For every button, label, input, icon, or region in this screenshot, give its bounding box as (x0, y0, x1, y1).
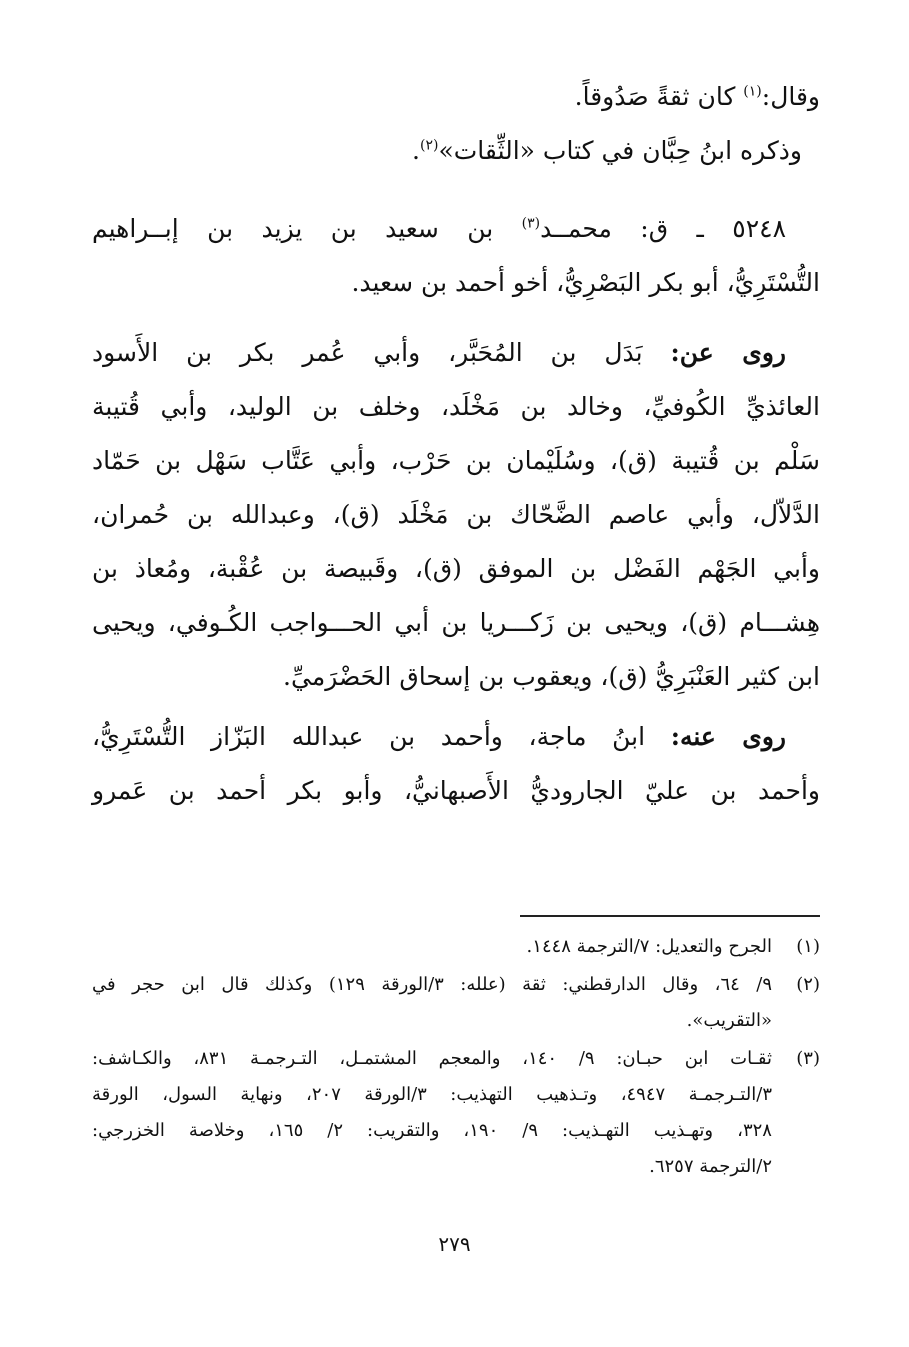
footnote-text: ٣٢٨، وتهـذيب التهـذيب: ٩/ ١٩٠، والتقريب: ٢/ ١٦٥، وخلاصة الخزرجي: (92, 1120, 772, 1141)
intro-line-1 (92, 70, 820, 124)
intro-line-2-rest: . (412, 136, 420, 165)
narrated-by-line-2: وأحمد بن عليّ الجاروديُّ الأَصبهانيُّ، وأبو بكر أحمد بن عَمرو (92, 776, 820, 805)
entry-heading-line-1 (92, 202, 820, 256)
narrated-by-line-1-text: ابنُ ماجة، وأحمد بن عبدالله البَزّاز التُّسْتَرِيُّ، (92, 722, 671, 751)
page-number: ٢٧٩ (438, 1232, 471, 1256)
footnote-number: (٣) (796, 1048, 820, 1069)
footnotes (92, 915, 820, 1187)
intro-line-2 (92, 124, 820, 178)
footnote-text: ثقـات ابن حبـان: ٩/ ١٤٠، والمعجم المشتمـل، التـرجمـة ٨٣١، والكـاشف: (92, 1048, 772, 1069)
intro-line-1-text: وقال: (761, 82, 820, 111)
footnote-text: «التقريب». (686, 1010, 772, 1031)
narrated-by-line-1 (92, 710, 820, 764)
narrated-from-line-2: العائذيِّ الكُوفيِّ، وخالد بن مَخْلَد، وخلف بن الوليد، وأبي قُتيبة (92, 392, 820, 421)
footnote-number: (٢) (796, 974, 820, 995)
footnote-text: ٣/التـرجمـة ٤٩٤٧، وتـذهيب التهذيب: ٣/الورقة ٢٠٧، ونهاية السول، الورقة (92, 1084, 772, 1105)
footnote-3 (92, 1041, 820, 1185)
narrated-from-line-1-text: بَدَل بن المُحَبَّر، وأبي عُمر بكر بن الأَسود (92, 338, 671, 367)
entry-heading-line-2: التُّسْتَرِيُّ، أبو بكر البَصْرِيُّ، أخو أحمد بن سعيد. (351, 268, 820, 297)
intro-line-2-text: وذكره ابنُ حِبَّان في كتاب «الثِّقات» (438, 136, 802, 165)
narrated-from-line-3: سَلْم بن قُتيبة (ق)، وسُلَيْمان بن حَرْب، وأبي عَتَّاب سَهْل بن حَمّاد (92, 446, 820, 475)
footnote-2 (92, 967, 820, 1039)
narrated-from-line-7: ابن كثير العَنْبَرِيُّ (ق)، ويعقوب بن إسحاق الحَضْرَميِّ. (283, 662, 820, 691)
narrated-by-label: روى عنه: (670, 722, 786, 751)
footnote-ref-2: (٢) (420, 137, 439, 154)
footnote-ref-1: (١) (743, 83, 762, 100)
narrated-from-line-6: هِشـــام (ق)، ويحيى بن زَكـــريا بن أبي الحـــواجب الكُـوفي، ويحيى (92, 608, 820, 637)
footnote-text: ٢/الترجمة ٦٢٥٧. (649, 1156, 772, 1177)
narrated-from-line-1 (92, 326, 820, 380)
intro-line-1-rest: كان ثقةً صَدُوقاً. (574, 82, 744, 111)
footnote-text: ٩/ ٦٤، وقال الدارقطني: ثقة (علله: ٣/الورقة ١٢٩) وكذلك قال ابن حجر في (92, 974, 772, 995)
narrated-from-line-4: الدَّلاّل، وأبي عاصم الضَّحّاك بن مَخْلَد (ق)، وعبدالله بن حُمران، (92, 500, 820, 529)
footnote-1 (92, 929, 820, 965)
narrated-from-line-5: وأبي الجَهْم الفَضْل بن الموفق (ق)، وقَبيصة بن عُقْبة، ومُعاذ بن (92, 554, 820, 583)
narrated-from-label: روى عن: (670, 338, 787, 367)
footnote-text: الجرح والتعديل: ٧/الترجمة ١٤٤٨. (526, 936, 772, 957)
footnote-separator (520, 915, 820, 917)
footnote-number: (١) (796, 936, 820, 957)
main-text (92, 70, 820, 818)
entry-number-and-name: ٥٢٤٨ ـ ق: محمــد (540, 214, 786, 243)
footnote-ref-3: (٣) (521, 215, 541, 232)
entry-lineage: بن سعيد بن يزيد بن إبــراهيم (92, 214, 522, 243)
